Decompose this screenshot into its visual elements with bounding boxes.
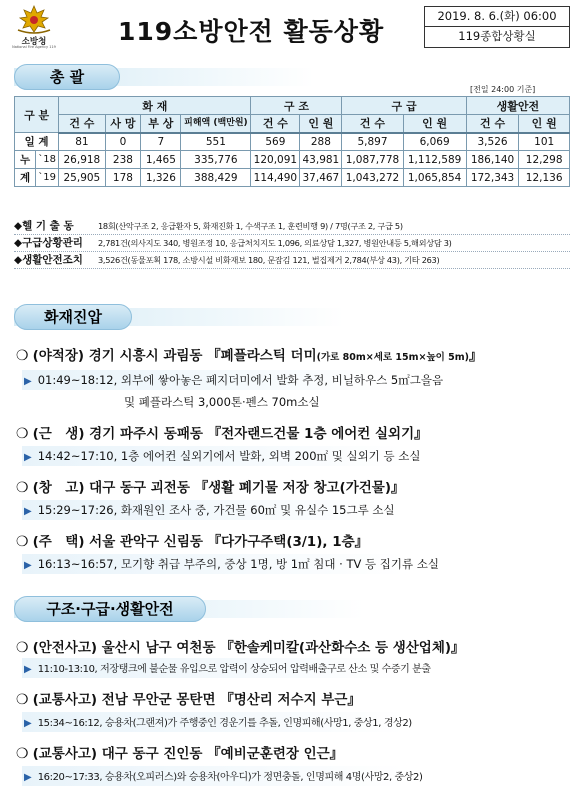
row-label: 계	[15, 169, 36, 187]
rescue-event-detail: ▶ 11:10-13:10, 저장탱크에 불순물 유입으로 압력이 상승되어 압력배출구로 산소 및 수증기 분출	[22, 658, 570, 678]
circle-bullet-icon: ❍	[16, 480, 29, 496]
group-header-rescue: 구 조	[251, 97, 342, 115]
fire-event-detail: ▶ 16:13~16:57, 모기향 취급 부주의, 중상 1명, 방 1㎡ 침대 · TV 등 집기류 소실	[22, 554, 570, 574]
table-cell: 1,065,854	[403, 169, 466, 187]
table-cell: 12,298	[519, 151, 570, 169]
note-label: ◆헬 기 출 동	[14, 220, 74, 232]
table-row	[15, 169, 570, 187]
note-label: ◆생활안전조치	[14, 254, 83, 266]
fire-section-label: 화재진압	[14, 304, 132, 330]
summary-table	[14, 96, 570, 187]
subheader: 건 수	[466, 115, 519, 133]
fire-event-title: ❍ (주 택) 서울 관악구 신림동 『다가구주택(3/1), 1층』	[16, 534, 369, 550]
page-title: 119소방안전 활동상황	[118, 17, 385, 46]
circle-bullet-icon: ❍	[16, 746, 29, 762]
subheader: 부 상	[141, 115, 181, 133]
table-cell: 37,467	[300, 169, 342, 187]
table-row	[15, 151, 570, 169]
table-cell: 569	[251, 133, 300, 151]
group-header-ems: 구 급	[342, 97, 466, 115]
row-header: 구 분	[15, 97, 59, 133]
row-label: 누	[15, 151, 36, 169]
circle-bullet-icon: ❍	[16, 348, 29, 364]
subheader: 인 원	[403, 115, 466, 133]
table-cell: 0	[105, 133, 141, 151]
triangle-bullet-icon: ▶	[24, 772, 32, 783]
triangle-bullet-icon: ▶	[24, 560, 32, 571]
triangle-bullet-icon: ▶	[24, 664, 32, 675]
circle-bullet-icon: ❍	[16, 692, 29, 708]
fire-agency-logo	[10, 4, 58, 48]
triangle-bullet-icon: ▶	[24, 452, 32, 463]
table-cell: 288	[300, 133, 342, 151]
fire-event-title: ❍ (창 고) 대구 동구 괴전동 『생활 폐기물 저장 창고(가건물)』	[16, 480, 405, 496]
table-row	[15, 133, 570, 151]
note-safety-actions	[14, 252, 570, 269]
as-of-note: [전일 24:00 기준]	[470, 85, 536, 94]
table-cell: 186,140	[466, 151, 519, 169]
group-header-fire: 화 재	[59, 97, 251, 115]
table-cell: 388,429	[181, 169, 251, 187]
note-ems-management	[14, 235, 570, 252]
table-cell: 335,776	[181, 151, 251, 169]
table-cell: 101	[519, 133, 570, 151]
logo-subtitle: National Fire Agency 119	[12, 45, 56, 49]
table-cell: 1,465	[141, 151, 181, 169]
table-cell: 12,136	[519, 169, 570, 187]
subheader: 건 수	[251, 115, 300, 133]
group-header-safety: 생활안전	[466, 97, 569, 115]
triangle-bullet-icon: ▶	[24, 718, 32, 729]
fire-event-detail: ▶ 14:42~17:10, 1층 에어컨 실외기에서 발화, 외벽 200㎡ 및 실외기 등 소실	[22, 446, 570, 466]
table-cell: 114,490	[251, 169, 300, 187]
table-cell: 3,526	[466, 133, 519, 151]
summary-notes	[14, 218, 570, 269]
table-cell: 1,043,272	[342, 169, 403, 187]
rescue-section-label: 구조·구급·생활안전	[14, 596, 206, 622]
table-cell: 26,918	[59, 151, 105, 169]
subheader: 건 수	[59, 115, 105, 133]
row-year: `19	[36, 169, 59, 187]
date-box	[424, 6, 570, 48]
table-cell: 6,069	[403, 133, 466, 151]
table-cell: 43,981	[300, 151, 342, 169]
fire-event-detail: ▶ 15:29~17:26, 화재원인 조사 중, 가건물 60㎡ 및 유실수 15그루 소실	[22, 500, 570, 520]
report-header	[0, 0, 584, 52]
fire-event-detail-cont: 및 폐플라스틱 3,000톤·펜스 70m소실	[124, 395, 320, 409]
note-text: 3,526건(동물포획 178, 소방시설 비화재보 180, 문잠김 121, 벌집제거 2,784(부상 43), 기타 263)	[98, 255, 440, 265]
logo-text: 소방청	[21, 37, 47, 47]
note-text: 18회(산악구조 2, 응급환자 5, 화재진화 1, 수색구조 1, 훈련비행 9) / 7명(구조 2, 구급 5)	[98, 221, 403, 231]
note-helicopter	[14, 218, 570, 235]
report-office: 119종합상황실	[458, 29, 536, 43]
circle-bullet-icon: ❍	[16, 426, 29, 442]
table-cell: 178	[105, 169, 141, 187]
subheader: 인 원	[519, 115, 570, 133]
rescue-event-detail: ▶ 15:34~16:12, 승용차(그랜져)가 주행중인 경운기를 추돌, 인명피해(사망1, 중상1, 경상2)	[22, 712, 570, 732]
table-cell: 172,343	[466, 169, 519, 187]
table-cell: 551	[181, 133, 251, 151]
subheader: 피해액 (백만원)	[181, 115, 251, 133]
fire-event-title: ❍ (근 생) 경기 파주시 동패동 『전자랜드건물 1층 에어컨 실외기』	[16, 426, 428, 442]
table-cell: 81	[59, 133, 105, 151]
report-date: 2019. 8. 6.(화) 06:00	[425, 7, 569, 27]
table-cell: 7	[141, 133, 181, 151]
rescue-event-title: ❍ (교통사고) 전남 무안군 몽탄면 『명산리 저수지 부근』	[16, 692, 361, 708]
summary-section-label: 총 괄	[14, 64, 120, 90]
row-year: `18	[36, 151, 59, 169]
table-cell: 238	[105, 151, 141, 169]
circle-bullet-icon: ❍	[16, 534, 29, 550]
table-cell: 1,326	[141, 169, 181, 187]
triangle-bullet-icon: ▶	[24, 376, 32, 387]
circle-bullet-icon: ❍	[16, 640, 29, 656]
table-cell: 1,087,778	[342, 151, 403, 169]
rescue-event-detail: ▶ 16:20~17:33, 승용차(오피러스)와 승용차(아우디)가 정면충돌, 인명피해 4명(사망2, 중상2)	[22, 766, 570, 786]
table-cell: 120,091	[251, 151, 300, 169]
rescue-event-title: ❍ (안전사고) 울산시 남구 여천동 『한솔케미칼(과산화수소 등 생산업체)』	[16, 640, 465, 656]
rescue-event-title: ❍ (교통사고) 대구 동구 진인동 『예비군훈련장 인근』	[16, 746, 344, 762]
subheader: 건 수	[342, 115, 403, 133]
fire-event-detail: ▶ 01:49~18:12, 외부에 쌓아놓은 폐지더미에서 발화 추정, 비닐하우스 5㎡그을음	[22, 370, 570, 390]
note-text: 2,781건(의사지도 340, 병원조정 10, 응급처치지도 1,096, 의료상담 1,327, 병원안내등 5,해외상담 3)	[98, 238, 452, 248]
table-cell: 1,112,589	[403, 151, 466, 169]
triangle-bullet-icon: ▶	[24, 506, 32, 517]
table-cell: 25,905	[59, 169, 105, 187]
note-label: ◆구급상황관리	[14, 237, 83, 249]
subheader: 사 망	[105, 115, 141, 133]
emblem-icon	[10, 4, 58, 36]
subheader: 인 원	[300, 115, 342, 133]
table-cell: 5,897	[342, 133, 403, 151]
row-label: 일 계	[15, 133, 59, 151]
fire-event-title: ❍ (야적장) 경기 시흥시 과림동 『폐플라스틱 더미(가로 80m×세로 15m×높이 5m)』	[16, 348, 483, 364]
